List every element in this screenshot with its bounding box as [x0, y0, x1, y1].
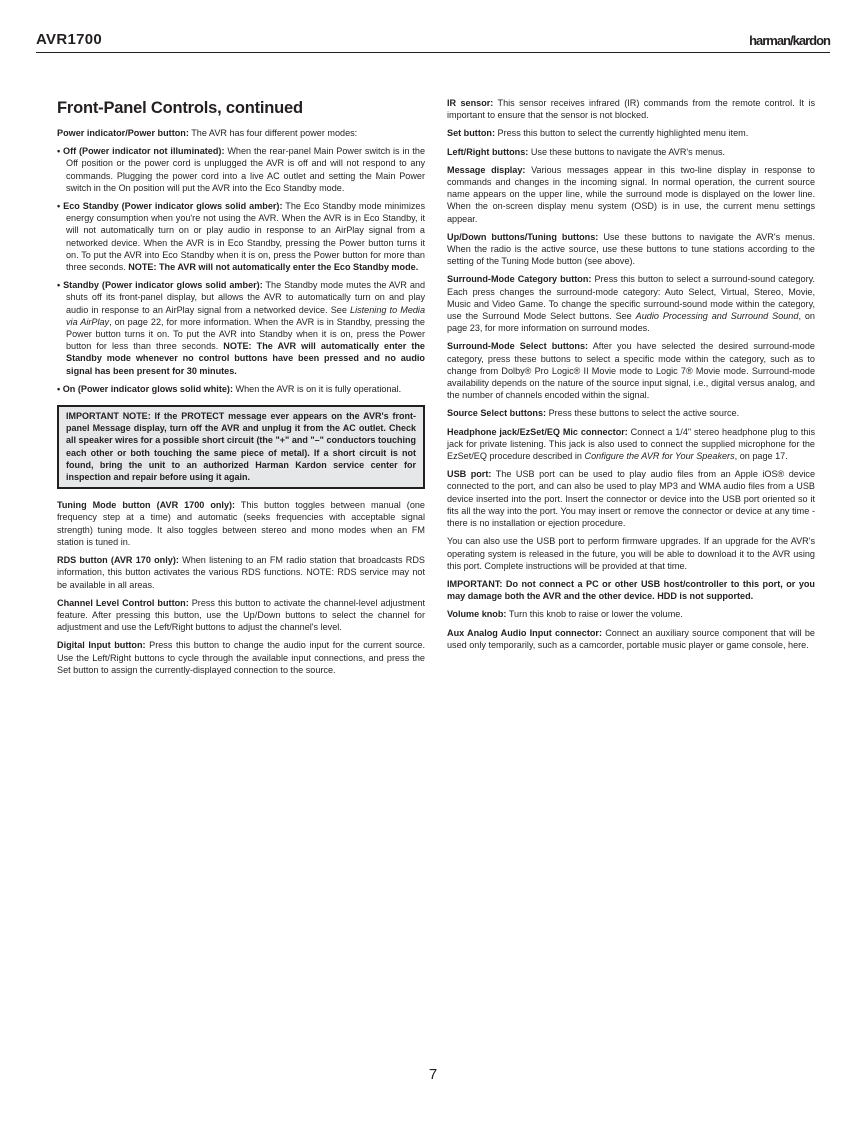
off-bullet	[57, 145, 425, 194]
usb-important-text: IMPORTANT: Do not connect a PC or other USB host/controller to this port, or you may damage both the AVR and the other device. HDD is not supported.	[447, 578, 815, 602]
standby-bullet	[57, 279, 425, 377]
set-paragraph	[447, 127, 815, 139]
up-down-paragraph	[447, 231, 815, 268]
aux-paragraph	[447, 627, 815, 651]
digital-text: Press this button to change the audio input for the current source. Use the Left/Right buttons to cycle through the available input connections, and press the Set button to assign the currently-displayed connection to the source.	[57, 640, 425, 675]
surround-category-paragraph	[447, 273, 815, 334]
ir-lead: IR sensor:	[447, 98, 494, 108]
up-down-lead: Up/Down buttons/Tuning buttons:	[447, 231, 599, 242]
headphone-lead: Headphone jack/EzSet/EQ Mic connector:	[447, 426, 628, 437]
digital-lead: Digital Input button:	[57, 640, 146, 651]
header-model: AVR1700	[36, 31, 103, 48]
power-paragraph	[57, 127, 425, 139]
set-text: Press this button to select the currently highlighted menu item.	[494, 128, 749, 139]
source-select-text: Press these buttons to select the active source.	[546, 408, 740, 419]
digital-paragraph	[57, 639, 425, 676]
left-right-lead: Left/Right buttons:	[447, 146, 529, 157]
message-display-lead: Message display:	[447, 164, 526, 175]
usb-firmware-paragraph: You can also use the USB port to perform firmware upgrades. If an upgrade for the AVR's operating system is released in the future, you will be able to download it to the AVR using this port. Complete instructions will be provided at that time.	[447, 536, 815, 571]
channel-lead: Channel Level Control button:	[57, 597, 189, 608]
message-display-paragraph	[447, 164, 815, 225]
set-lead: Set button:	[447, 128, 495, 139]
left-right-paragraph	[447, 146, 815, 158]
tuning-lead: Tuning Mode button (AVR 1700 only):	[57, 500, 236, 511]
channel-text: Press this button to activate the channel-level adjustment feature. After pressing this button, use the Up/Down buttons to select the channel for adjustment and use the Left/Right buttons to adjust the channel's level.	[57, 597, 425, 633]
power-lead: Power indicator/Power button:	[57, 128, 189, 138]
tuning-paragraph	[57, 499, 425, 548]
aux-lead: Aux Analog Audio Input connector:	[447, 627, 603, 638]
usb-paragraph	[447, 468, 815, 529]
rds-paragraph	[57, 554, 425, 591]
important-note-box: IMPORTANT NOTE: If the PROTECT message ever appears on the AVR's front-panel Message display, turn off the AVR and unplug it from the AC outlet. Check all speaker wires for a possible short circuit (the "+" and "–" conductors touching each other or both touching the same piece of metal). If a short circuit is not found, bring the unit to an authorized Harman Kardon service center for inspection and repair before using it again.	[57, 405, 425, 489]
left-column	[57, 98, 425, 682]
header-rule	[36, 52, 830, 53]
on-text: When the AVR is on it is fully operational.	[232, 383, 402, 394]
source-select-lead: Source Select buttons:	[447, 408, 547, 419]
headphone-text-2: , on page 17.	[734, 451, 788, 462]
surround-category-lead: Surround-Mode Category button:	[447, 274, 592, 285]
volume-paragraph	[447, 608, 815, 620]
rds-text: When listening to an FM radio station that broadcasts RDS information, this button activates the various RDS functions. NOTE: RDS service may not be available in all areas.	[57, 555, 425, 590]
up-down-text: Use these buttons to navigate the AVR's menus. When the radio is the active source, use these buttons to tune stations according to the setting of the Tuning Mode button (see above).	[447, 231, 815, 267]
standby-lead: • Standby (Power indicator glows solid amber):	[57, 280, 263, 291]
headphone-link-text: Configure the AVR for Your Speakers	[584, 451, 735, 462]
headphone-paragraph	[447, 426, 815, 463]
eco-note: NOTE: The AVR will not automatically enter the Eco Standby mode.	[128, 262, 419, 273]
on-bullet	[57, 383, 425, 395]
off-lead: • Off (Power indicator not illuminated):	[57, 146, 225, 157]
page-number: 7	[428, 1066, 438, 1083]
eco-text: The Eco Standby mode minimizes energy consumption when you're not using the AVR. When the AVR is in Eco Standby, it will not automatically turn on or play audio in response to an AirPlay signal from a networked device. When the AVR is in Eco Standby, pressing the Power button turns it on. To put the AVR into Eco Standby when it is on, press the Power button for more than three seconds.	[66, 201, 425, 273]
aux-text: Connect an auxiliary source component that will be used only temporarily, such as a camcorder, portable music player or game console, here.	[447, 627, 815, 650]
headphone-text-1: Connect a 1/4" stereo headphone plug to this jack for private listening. This jack is also used to connect the supplied microphone for the EzSet/EQ procedure described in	[447, 426, 815, 462]
message-display-text: Various messages appear in this two-line display in response to commands and changes in the incoming signal. In normal operation, the current source name appears on the upper line, while the surround mode is displayed on the lower line. When the on-screen display menu system (OSD) is in use, the current menu settings appear.	[447, 164, 815, 224]
left-right-text: Use these buttons to navigate the AVR's menus.	[528, 146, 726, 157]
standby-note: NOTE: The AVR will automatically enter the Standby mode whenever no control buttons have been pressed and no audio signal has been present for 30 minutes.	[66, 341, 425, 376]
on-lead: • On (Power indicator glows solid white):	[57, 383, 233, 394]
eco-bullet	[57, 200, 425, 273]
right-column	[447, 97, 815, 657]
standby-text-2: , on page 22, for more information. When the AVR is in Standby, pressing the Power button turns it on. To put the AVR into Standby when it is on, press the Power button for less than three seconds.	[66, 316, 425, 352]
eco-lead: • Eco Standby (Power indicator glows solid amber):	[57, 201, 283, 212]
usb-important-paragraph	[447, 578, 815, 602]
standby-text-1: The Standby mode mutes the AVR and shuts off its front-panel display, but allows the AVR to automatically turn on and play audio in response to an AirPlay signal from a networked device. See	[66, 280, 426, 315]
volume-lead: Volume knob:	[447, 609, 507, 620]
page-title: Front-Panel Controls, continued	[57, 99, 303, 117]
off-text: When the rear-panel Main Power switch is in the Off position or the power cord is unplugged the AVR is off and will not respond to any commands. Plugging the power cord into a live AC outlet and setting the Main Power switch in the On position will put the AVR into the Eco Standby mode.	[66, 146, 426, 193]
volume-text: Turn this knob to raise or lower the volume.	[506, 609, 683, 620]
brand-logo: harman/kardon	[749, 33, 830, 48]
surround-category-link-text: Audio Processing and Surround Sound	[635, 311, 799, 322]
channel-paragraph	[57, 597, 425, 634]
surround-select-lead: Surround-Mode Select buttons:	[447, 341, 589, 352]
surround-select-paragraph	[447, 340, 815, 401]
usb-lead: USB port:	[447, 469, 492, 480]
ir-text: This sensor receives infrared (IR) commands from the remote control. It is important to ensure that the sensor is not blocked.	[447, 98, 815, 121]
power-text: The AVR has four different power modes:	[188, 128, 358, 138]
surround-select-text: After you have selected the desired surround-mode category, press these buttons to select a specific mode within the category, such as to change from Dolby® Pro Logic® II Movie mode to Logic 7® Movie mode. Surround-mode availability depends on the nature of the source input signal, i.e., digital versus analog, and the number of channels encoded within the signal.	[447, 341, 815, 401]
usb-text: The USB port can be used to play audio files from an Apple iOS® device connected to the port, and can also be used to play MP3 and WMA audio files from a USB device inserted into the port. Insert the connector or device into the USB port oriented so it fits all the way into the port. You may insert or remove the connector or device at any time - there is no installation or ejection procedure.	[447, 469, 815, 529]
source-select-paragraph	[447, 407, 815, 419]
tuning-text: This button toggles between manual (one frequency step at a time) and automatic (seeks frequencies with acceptable signal strength) tuning mode. It also toggles between stereo and mono modes when an FM station is tuned in.	[57, 500, 425, 547]
surround-category-text-1: Press this button to select a surround-sound category. Each press changes the surround-mode category: Auto Select, Virtual, Stereo, Movie, Music and Video Game. To change the specific surround-sound mode within the category, use the Surround Mode Select buttons. See	[447, 274, 816, 322]
ir-paragraph	[447, 97, 815, 121]
rds-lead: RDS button (AVR 170 only):	[57, 555, 179, 566]
standby-link-text: Listening to Media via AirPlay	[66, 304, 426, 327]
surround-category-text-2: , on page 23, for more information on surround modes.	[447, 311, 815, 334]
